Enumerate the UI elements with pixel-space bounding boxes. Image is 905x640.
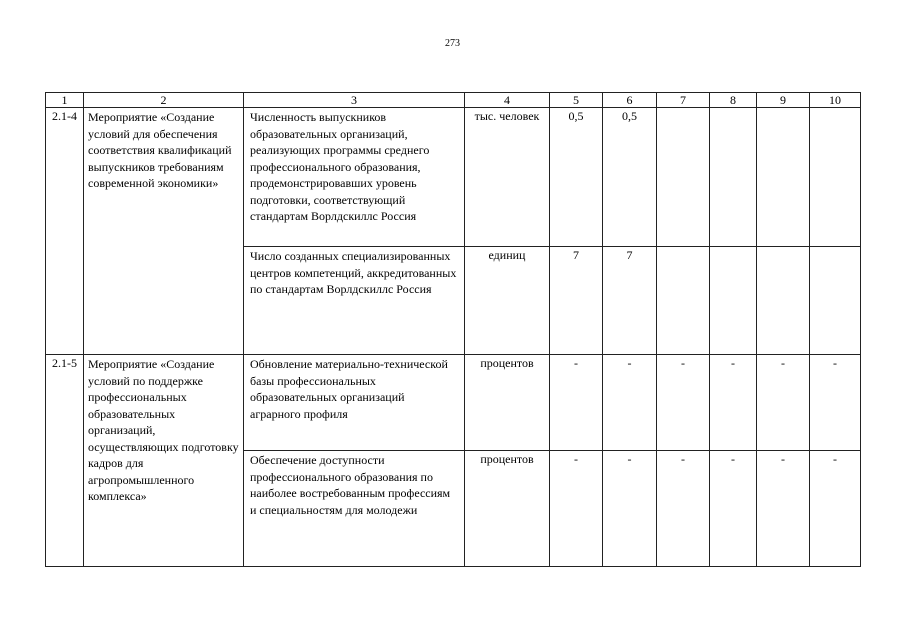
value-cell bbox=[757, 108, 810, 247]
header-cell: 9 bbox=[757, 93, 810, 108]
header-cell: 7 bbox=[657, 93, 710, 108]
value-cell: - bbox=[757, 451, 810, 567]
value-cell: - bbox=[603, 451, 657, 567]
table-row bbox=[46, 355, 861, 451]
event-name: Мероприятие «Создание условий для обеспечения соответствия квалификаций выпускников требованиям современной экономики» bbox=[84, 108, 244, 355]
value-cell: - bbox=[657, 451, 710, 567]
page-number: 273 bbox=[445, 38, 460, 49]
value-cell bbox=[657, 247, 710, 355]
value-cell: - bbox=[810, 355, 861, 451]
indicator-name: Обеспечение доступности профессионального образования по наиболее востребованным профессиям и специальностям для молодежи bbox=[244, 451, 465, 567]
value-cell: - bbox=[757, 355, 810, 451]
value-cell: - bbox=[810, 451, 861, 567]
value-cell: - bbox=[710, 355, 757, 451]
value-cell bbox=[810, 108, 861, 247]
header-cell: 5 bbox=[550, 93, 603, 108]
value-cell: - bbox=[550, 451, 603, 567]
value-cell: - bbox=[657, 355, 710, 451]
unit: единиц bbox=[465, 247, 550, 355]
table-row bbox=[46, 108, 861, 247]
value-cell bbox=[710, 108, 757, 247]
unit: процентов bbox=[465, 355, 550, 451]
header-cell: 10 bbox=[810, 93, 861, 108]
header-cell: 4 bbox=[465, 93, 550, 108]
value-cell bbox=[810, 247, 861, 355]
header-cell: 1 bbox=[46, 93, 84, 108]
value-cell bbox=[710, 247, 757, 355]
value-cell: - bbox=[710, 451, 757, 567]
value-cell: - bbox=[550, 355, 603, 451]
value-cell bbox=[757, 247, 810, 355]
header-cell: 6 bbox=[603, 93, 657, 108]
indicator-name: Численность выпускников образовательных организаций, реализующих программы среднего профессионального образования, продемонстрировавших уровень подготовки, соответствующий стандартам Ворлдскиллс Россия bbox=[244, 108, 465, 247]
indicator-name: Обновление материально-технической базы профессиональных образовательных организаций аграрного профиля bbox=[244, 355, 465, 451]
header-cell: 2 bbox=[84, 93, 244, 108]
row-id: 2.1-4 bbox=[46, 108, 84, 355]
value-cell: - bbox=[603, 355, 657, 451]
unit: процентов bbox=[465, 451, 550, 567]
value-cell: 7 bbox=[603, 247, 657, 355]
event-name: Мероприятие «Создание условий по поддержке профессиональных образовательных организаций, осуществляющих подготовку кадров для агропромышленного комплекса» bbox=[84, 355, 244, 567]
value-cell bbox=[657, 108, 710, 247]
indicator-name: Число созданных специализированных центров компетенций, аккредитованных по стандартам Ворлдскиллс Россия bbox=[244, 247, 465, 355]
header-cell: 8 bbox=[710, 93, 757, 108]
value-cell: 0,5 bbox=[603, 108, 657, 247]
row-id: 2.1-5 bbox=[46, 355, 84, 567]
indicators-table bbox=[45, 92, 861, 567]
header-row bbox=[46, 93, 861, 108]
value-cell: 0,5 bbox=[550, 108, 603, 247]
value-cell: 7 bbox=[550, 247, 603, 355]
unit: тыс. человек bbox=[465, 108, 550, 247]
header-cell: 3 bbox=[244, 93, 465, 108]
